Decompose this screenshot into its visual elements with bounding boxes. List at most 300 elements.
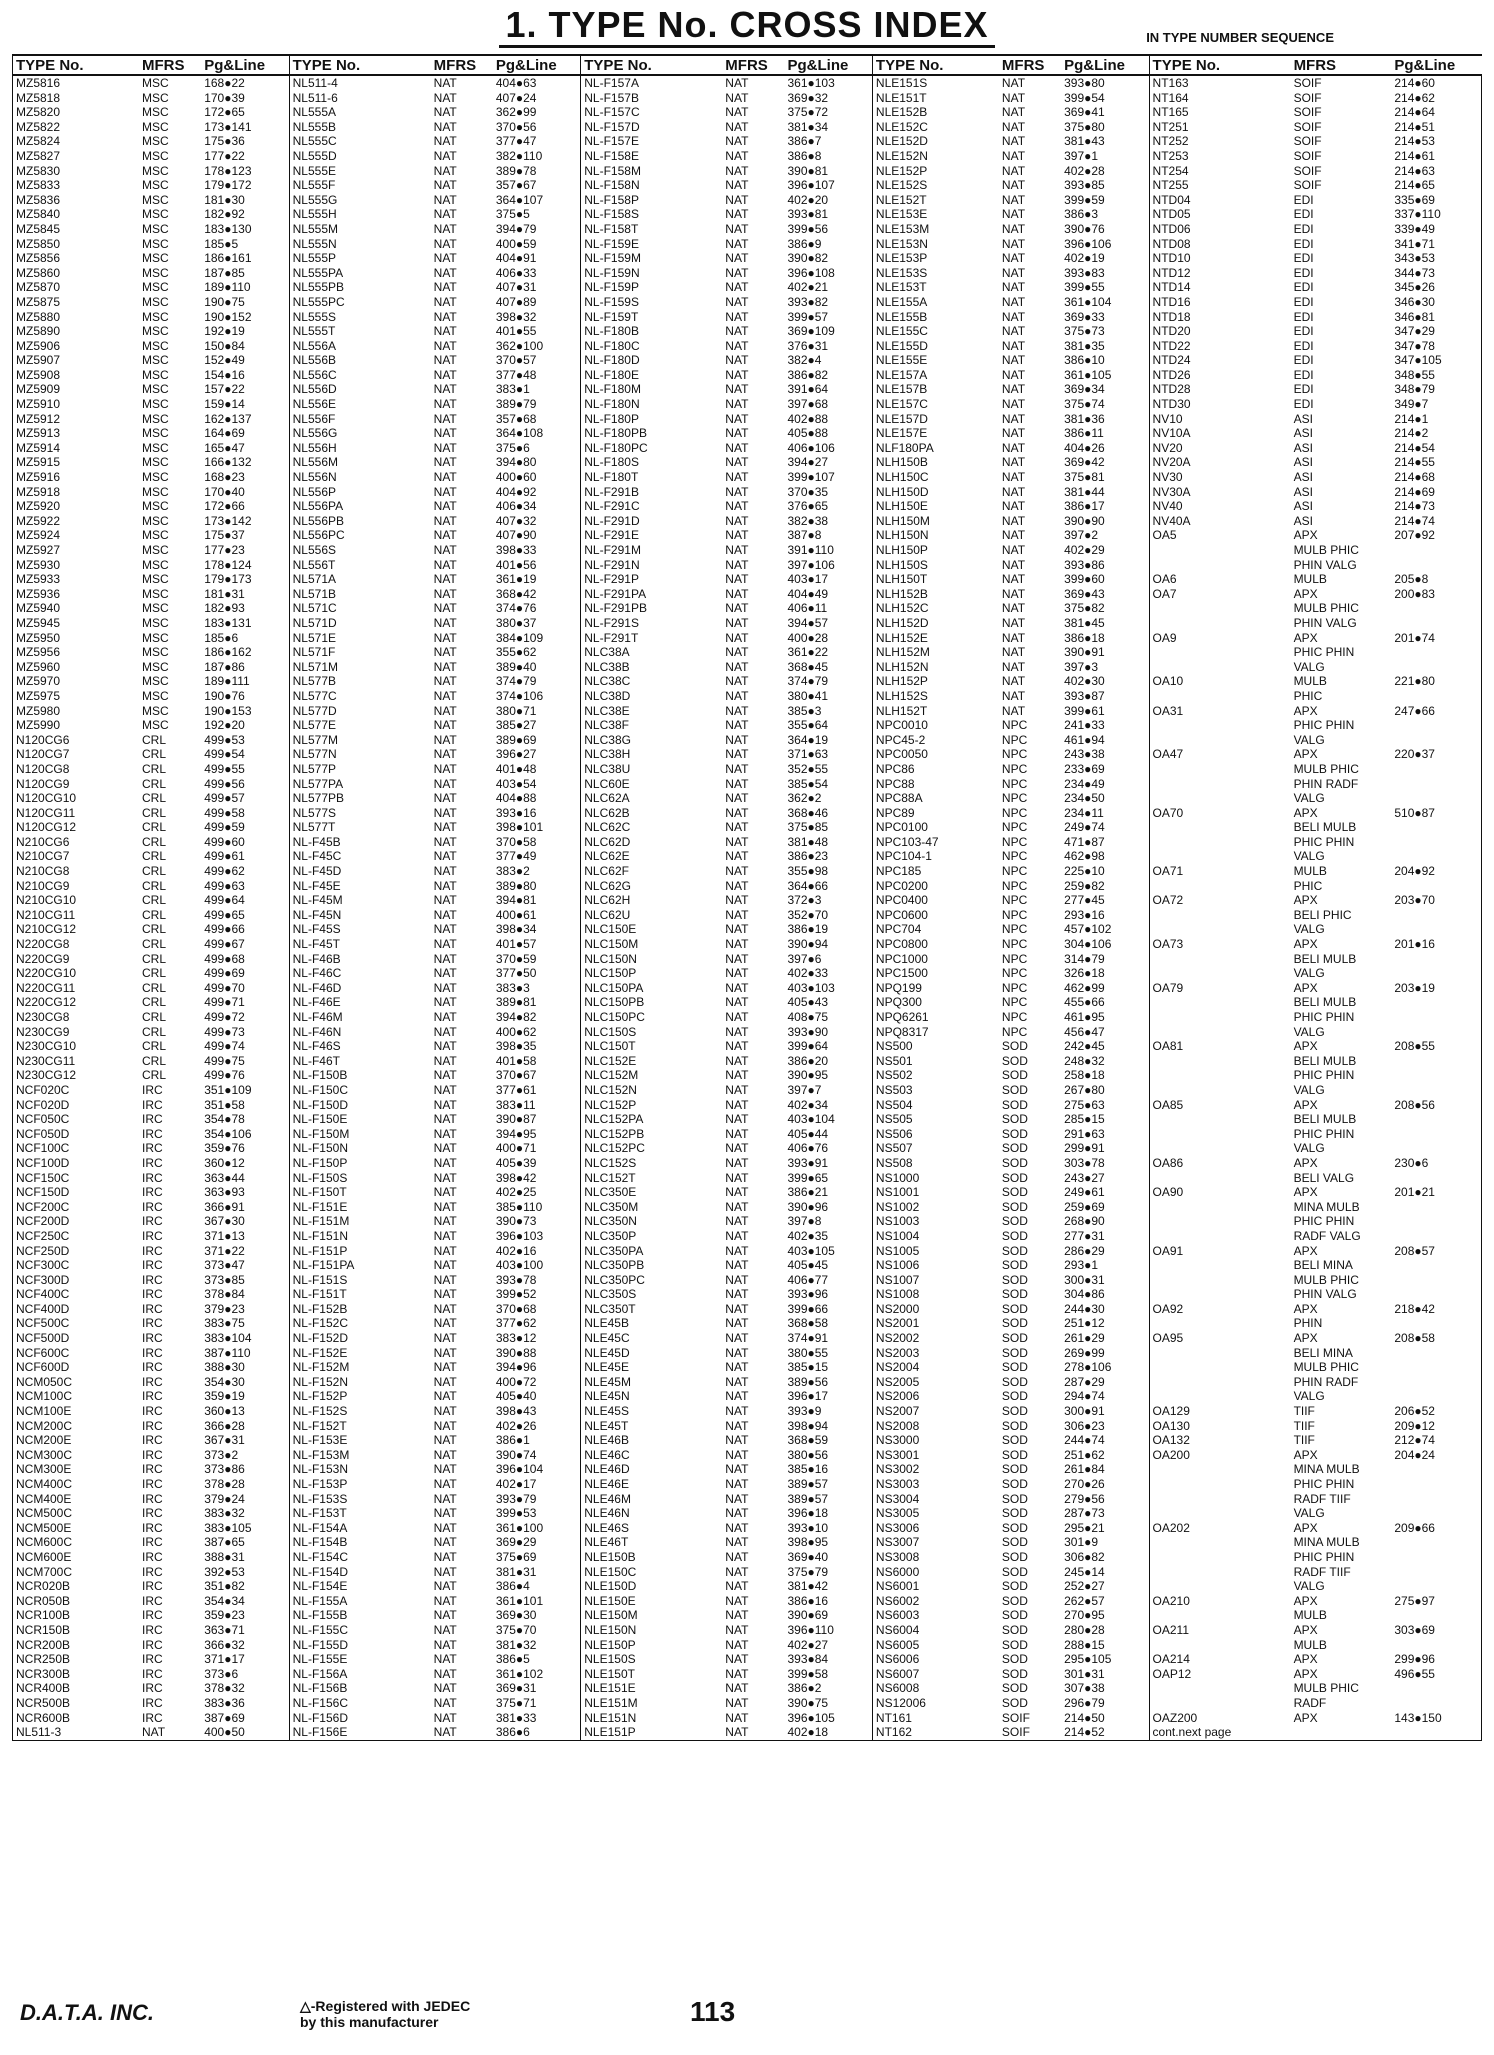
mfrs-cell: EDI [1293, 353, 1314, 368]
type-no-cell: NTD30 [1149, 397, 1291, 412]
mfrs-cell: VALG [1293, 1506, 1325, 1521]
jedec-note [300, 1998, 470, 2030]
pg-line-cell: 403●17 [787, 572, 829, 587]
type-no-cell: NL-F291P [581, 572, 723, 587]
type-no-cell: MZ5927 [13, 543, 140, 558]
mfrs-cell: NAT [1001, 148, 1026, 163]
pg-line-cell: 186●161 [204, 251, 252, 266]
table-row [13, 426, 1482, 441]
type-no-cell: NL-F152T [289, 1419, 431, 1434]
table-row [13, 324, 1482, 339]
type-no-cell: NLE46T [581, 1535, 723, 1550]
pg-line-cell: 301●9 [1064, 1535, 1099, 1550]
mfrs-cell: NPC [1001, 805, 1028, 820]
pg-line-cell: 243●38 [1064, 747, 1105, 762]
mfrs-cell: NAT [1001, 440, 1026, 455]
mfrs-cell: IRC [142, 1593, 163, 1608]
mfrs-cell: NAT [725, 864, 749, 879]
type-no-cell: NL-F152B [289, 1302, 431, 1317]
mfrs-cell: TIIF [1293, 1433, 1315, 1448]
mfrs-cell: SOD [1001, 1418, 1028, 1433]
pg-line-cell: 386●4 [495, 1579, 530, 1594]
type-no-cell: NL-F153S [289, 1492, 431, 1507]
table-row [13, 1156, 1482, 1171]
type-no-cell: N120CG10 [13, 791, 140, 806]
type-no-cell: NS3000 [872, 1433, 999, 1448]
type-no-cell: NL-F46D [289, 981, 431, 996]
mfrs-cell: EDI [1293, 309, 1314, 324]
pg-line-cell: 339●49 [1391, 222, 1481, 237]
pg-line-cell: 398●95 [787, 1535, 829, 1550]
mfrs-cell: PHIN VALG [1293, 1287, 1357, 1302]
pg-line-cell: 400●59 [495, 236, 537, 251]
mfrs-cell: NAT [725, 1272, 749, 1287]
pg-line-cell: 456●47 [1064, 1024, 1105, 1039]
table-row [13, 1404, 1482, 1419]
type-no-cell: NLH150E [872, 499, 999, 514]
type-no-cell: NTD16 [1149, 295, 1291, 310]
pg-line-cell: 496●55 [1391, 1667, 1481, 1682]
pg-line-cell: 389●57 [787, 1477, 829, 1491]
mfrs-cell: NAT [725, 90, 749, 105]
type-no-cell: NL-F46S [289, 1039, 431, 1054]
pg-line-cell: 268●90 [1064, 1214, 1105, 1229]
table-row [13, 995, 1482, 1010]
pg-line-cell: 242●45 [1064, 1039, 1105, 1054]
pg-line-cell [1391, 645, 1481, 660]
mfrs-cell: NAT [433, 1535, 457, 1550]
mfrs-cell: TIIF [1293, 1418, 1315, 1433]
pg-line-cell: 362●99 [495, 105, 537, 120]
pg-line-cell: 390●82 [787, 251, 829, 266]
mfrs-cell: MSC [142, 411, 169, 426]
mfrs-cell: NAT [433, 586, 457, 601]
type-no-cell: NL-F180D [581, 353, 723, 368]
pg-line-cell: 398●32 [495, 309, 537, 324]
type-no-cell [1149, 791, 1291, 806]
mfrs-cell: IRC [142, 1374, 163, 1389]
type-no-cell: NLC62F [581, 864, 723, 879]
type-no-cell [1149, 1477, 1291, 1492]
mfrs-cell: CRL [142, 907, 167, 922]
mfrs-cell: MINA MULB [1293, 1535, 1360, 1550]
mfrs-cell: SOD [1001, 1345, 1028, 1360]
mfrs-cell: VALG [1293, 922, 1325, 937]
table-row [13, 470, 1482, 485]
type-no-cell: NCM500E [13, 1521, 140, 1536]
type-no-cell [1149, 1550, 1291, 1565]
mfrs-cell: NAT [433, 426, 457, 441]
pg-line-cell: 408●75 [787, 1010, 829, 1024]
pg-line-cell: 390●88 [495, 1345, 537, 1360]
pg-line-cell: 383●1 [495, 382, 530, 397]
pg-line-cell: 403●100 [495, 1258, 544, 1273]
pg-line-cell: 399●52 [495, 1287, 537, 1302]
type-no-cell: NT164 [1149, 91, 1291, 106]
mfrs-cell: NAT [433, 178, 457, 193]
type-no-cell: NL556C [289, 368, 431, 383]
mfrs-cell: CRL [142, 776, 167, 791]
type-no-cell: NCF500C [13, 1316, 140, 1331]
table-row [13, 616, 1482, 631]
mfrs-cell: NAT [725, 922, 749, 937]
type-no-cell: NT254 [1149, 164, 1291, 179]
pg-line-cell: 380●37 [495, 615, 537, 630]
mfrs-cell: IRC [142, 1170, 163, 1185]
pg-line-cell [1391, 1462, 1481, 1477]
type-no-cell: NCM600E [13, 1550, 140, 1565]
pg-line-cell: 354●106 [204, 1126, 252, 1141]
type-no-cell: MZ5930 [13, 558, 140, 573]
pg-line-cell: 295●105 [1064, 1652, 1112, 1667]
type-no-cell: NS2004 [872, 1360, 999, 1375]
mfrs-cell: NAT [725, 221, 749, 236]
type-no-cell: NCM700C [13, 1565, 140, 1580]
mfrs-cell: IRC [142, 1185, 163, 1200]
type-no-cell [1149, 1112, 1291, 1127]
mfrs-cell: NAT [725, 1477, 749, 1491]
mfrs-cell: MSC [142, 367, 169, 382]
type-no-cell: NLH150N [872, 528, 999, 543]
mfrs-cell: NAT [433, 674, 457, 689]
pg-line-cell: 381●35 [1064, 338, 1105, 353]
mfrs-cell: MSC [142, 557, 169, 572]
type-no-cell: NS6000 [872, 1565, 999, 1580]
pg-line-cell: 189●110 [204, 280, 251, 295]
type-no-cell: NLC38F [581, 718, 723, 733]
mfrs-cell: CRL [142, 747, 167, 762]
type-no-cell: NTD08 [1149, 237, 1291, 252]
pg-line-cell [1391, 1608, 1481, 1623]
pg-line-cell: 393●81 [787, 207, 829, 222]
mfrs-cell: NAT [433, 937, 457, 952]
pg-line-cell: 372●3 [787, 893, 822, 908]
table-row [13, 1302, 1482, 1317]
type-no-cell: NV40A [1149, 514, 1291, 529]
type-no-cell: NL-F151T [289, 1287, 431, 1302]
mfrs-cell: NAT [725, 601, 749, 616]
pg-line-cell: 299●91 [1064, 1141, 1105, 1156]
pg-line-cell: 355●98 [787, 864, 829, 879]
type-no-cell: NPC1500 [872, 966, 999, 981]
mfrs-cell: VALG [1293, 849, 1325, 864]
type-no-cell: NL-F155D [289, 1638, 431, 1653]
pg-line-cell: 172●66 [204, 499, 245, 514]
mfrs-cell: APX [1293, 1243, 1318, 1258]
mfrs-cell: NAT [725, 251, 749, 266]
pg-line-cell: 393●84 [787, 1652, 829, 1667]
mfrs-cell: NAT [433, 1564, 457, 1579]
mfrs-cell: MSC [142, 674, 169, 689]
pg-line-cell: 381●44 [1064, 484, 1105, 499]
type-no-cell: N210CG11 [13, 908, 140, 923]
mfrs-cell: ASI [1293, 440, 1313, 455]
pg-line-cell: 396●17 [787, 1389, 829, 1404]
type-no-cell: NLC150E [581, 922, 723, 937]
mfrs-cell: IRC [142, 1126, 163, 1141]
pg-line-cell: 207●92 [1391, 528, 1481, 543]
pg-line-cell [1391, 689, 1481, 704]
type-no-cell: NLE150S [581, 1652, 723, 1667]
mfrs-cell: NPC [1001, 776, 1028, 791]
mfrs-cell: SOD [1001, 1272, 1028, 1287]
pg-line-cell: 361●19 [495, 572, 537, 587]
type-no-cell: NL-F46C [289, 966, 431, 981]
mfrs-cell: NAT [725, 324, 749, 339]
pg-line-cell: 398●33 [495, 543, 537, 557]
mfrs-cell: SOD [1001, 1579, 1028, 1594]
type-no-cell: NL-F154B [289, 1535, 431, 1550]
type-no-cell [1149, 689, 1291, 704]
type-no-cell [1149, 1025, 1291, 1040]
pg-line-cell: 386●8 [787, 148, 822, 163]
type-no-cell: N230CG9 [13, 1025, 140, 1040]
mfrs-cell: NAT [433, 747, 457, 762]
mfrs-cell: NPC [1001, 1024, 1028, 1039]
type-no-cell: NLH150S [872, 558, 999, 573]
column-header: Pg&Line [784, 55, 872, 75]
pg-line-cell: 361●102 [495, 1666, 544, 1681]
mfrs-cell: NAT [725, 1039, 749, 1054]
pg-line-cell: 397●1 [1064, 148, 1099, 163]
pg-line-cell: 402●30 [1064, 674, 1105, 689]
pg-line-cell: 404●91 [495, 251, 537, 266]
table-row [13, 149, 1482, 164]
pg-line-cell: 259●82 [1064, 878, 1105, 893]
mfrs-cell: MSC [142, 280, 169, 295]
mfrs-cell: NAT [433, 324, 457, 339]
type-no-cell: MZ5960 [13, 660, 140, 675]
column-header: TYPE No. [581, 55, 723, 75]
pg-line-cell: 374●91 [787, 1331, 829, 1346]
type-no-cell: NL-F152N [289, 1375, 431, 1390]
type-no-cell: NCR100B [13, 1608, 140, 1623]
pg-line-cell: 381●45 [1064, 615, 1105, 630]
type-no-cell: NCF150D [13, 1185, 140, 1200]
mfrs-cell: NAT [1001, 294, 1026, 309]
mfrs-cell: SOD [1001, 1477, 1028, 1491]
type-no-cell: NPC45-2 [872, 733, 999, 748]
type-no-cell: NCR600B [13, 1711, 140, 1726]
table-row [13, 1638, 1482, 1653]
page-title: 1. TYPE No. CROSS INDEX [0, 4, 1494, 46]
pg-line-cell: 402●18 [784, 1725, 872, 1740]
type-no-cell: OA214 [1149, 1652, 1291, 1667]
mfrs-cell: NAT [433, 659, 457, 674]
mfrs-cell: VALG [1293, 1141, 1325, 1156]
pg-line-cell [1391, 1054, 1481, 1069]
mfrs-cell: IRC [142, 1214, 163, 1229]
type-no-cell: NLE157C [872, 397, 999, 412]
pg-line-cell [1391, 1346, 1481, 1361]
mfrs-cell: NAT [1001, 411, 1026, 426]
mfrs-cell: MSC [142, 397, 169, 412]
pg-line-cell: 143●150 [1391, 1711, 1481, 1726]
mfrs-cell: MSC [142, 572, 169, 587]
type-no-cell: NLH152E [872, 631, 999, 646]
type-no-cell: OA5 [1149, 528, 1291, 543]
type-no-cell: NS6005 [872, 1638, 999, 1653]
type-no-cell: NCF200D [13, 1214, 140, 1229]
mfrs-cell: CRL [142, 1068, 167, 1083]
mfrs-cell [1291, 1725, 1392, 1740]
type-no-cell [1149, 1316, 1291, 1331]
type-no-cell: MZ5880 [13, 310, 140, 325]
type-no-cell: NPQ300 [872, 995, 999, 1010]
mfrs-cell: NAT [725, 178, 749, 193]
pg-line-cell [1391, 908, 1481, 923]
type-no-cell: OA91 [1149, 1244, 1291, 1259]
column-header: TYPE No. [872, 55, 999, 75]
mfrs-cell: NAT [433, 1228, 457, 1243]
mfrs-cell: SOD [1001, 1243, 1028, 1258]
pg-line-cell: 190●76 [204, 688, 245, 703]
type-no-cell: NLE150D [581, 1579, 723, 1594]
pg-line-cell [1391, 1360, 1481, 1375]
type-no-cell: NLE157D [872, 412, 999, 427]
mfrs-cell: NAT [433, 1622, 457, 1637]
type-no-cell: NS6006 [872, 1652, 999, 1667]
type-no-cell: NL-F158N [581, 178, 723, 193]
type-no-cell: OA202 [1149, 1521, 1291, 1536]
pg-line-cell: 360●12 [204, 1155, 245, 1170]
pg-line-cell [1391, 1141, 1481, 1156]
type-no-cell: NTD20 [1149, 324, 1291, 339]
pg-line-cell: 393●82 [787, 294, 829, 309]
type-no-cell: NCF020D [13, 1098, 140, 1113]
mfrs-cell: NAT [1001, 528, 1026, 543]
mfrs-cell: NAT [433, 615, 457, 630]
type-no-cell: NL-F291PB [581, 601, 723, 616]
type-no-cell: NL571E [289, 631, 431, 646]
pg-line-cell: 157●22 [204, 382, 245, 397]
type-no-cell: MZ5910 [13, 397, 140, 412]
table-row [13, 733, 1482, 748]
type-no-cell: NL571D [289, 616, 431, 631]
mfrs-cell: APX [1293, 1593, 1318, 1608]
column-header: TYPE No. [13, 55, 140, 75]
type-no-cell: NL-F151P [289, 1244, 431, 1259]
pg-line-cell: 379●23 [204, 1301, 245, 1316]
type-no-cell: MZ5820 [13, 105, 140, 120]
mfrs-cell: CRL [142, 937, 167, 952]
mfrs-cell: NAT [725, 1053, 749, 1068]
pg-line-cell: 369●33 [1064, 309, 1105, 324]
type-no-cell: NL556PC [289, 528, 431, 543]
type-no-cell: NPQ8317 [872, 1025, 999, 1040]
type-no-cell [1149, 1492, 1291, 1507]
mfrs-cell: CRL [142, 966, 167, 981]
mfrs-cell: MULB [1293, 674, 1327, 689]
table-row [13, 820, 1482, 835]
type-no-cell: NLC350M [581, 1200, 723, 1215]
pg-line-cell: 259●69 [1064, 1199, 1105, 1214]
table-row [13, 966, 1482, 981]
mfrs-cell: NPC [1001, 820, 1028, 835]
pg-line-cell: 393●9 [787, 1404, 822, 1419]
mfrs-cell: NPC [1001, 1010, 1028, 1024]
pg-line-cell: 214●68 [1391, 470, 1481, 485]
pg-line-cell: 375●82 [1064, 601, 1105, 616]
mfrs-cell: NAT [433, 1360, 457, 1375]
type-no-cell: NL577PB [289, 791, 431, 806]
type-no-cell: NL-F45T [289, 937, 431, 952]
mfrs-cell: NAT [1001, 615, 1026, 630]
pg-line-cell: 351●58 [204, 1097, 245, 1112]
type-no-cell: NLE153T [872, 280, 999, 295]
mfrs-cell: NAT [433, 1287, 457, 1302]
type-no-cell: NS1008 [872, 1287, 999, 1302]
mfrs-cell: NAT [433, 1491, 457, 1506]
table-row [13, 1039, 1482, 1054]
mfrs-cell: IRC [142, 1666, 163, 1681]
mfrs-cell: NAT [725, 1462, 749, 1477]
type-no-cell: NL-F155B [289, 1608, 431, 1623]
pg-line-cell: 369●34 [1064, 382, 1105, 397]
pg-line-cell: 399●66 [787, 1301, 829, 1316]
mfrs-cell: NAT [433, 90, 457, 105]
type-no-cell: OA85 [1149, 1098, 1291, 1113]
type-no-cell: MZ5975 [13, 689, 140, 704]
table-row [13, 1696, 1482, 1711]
mfrs-cell: NAT [725, 134, 749, 149]
pg-line-cell: 214●52 [1061, 1725, 1149, 1740]
mfrs-cell: NAT [725, 1579, 749, 1594]
type-no-cell [1149, 879, 1291, 894]
type-no-cell: NCF300D [13, 1273, 140, 1288]
pg-line-cell: 364●108 [495, 426, 544, 441]
pg-line-cell [1391, 1725, 1481, 1740]
mfrs-cell: MSC [142, 601, 169, 616]
pg-line-cell: 251●62 [1064, 1447, 1105, 1462]
type-no-cell: NLC62D [581, 835, 723, 850]
type-no-cell: NL571A [289, 572, 431, 587]
mfrs-cell: NAT [1001, 105, 1026, 120]
type-no-cell: NLH150M [872, 514, 999, 529]
mfrs-cell: ASI [1293, 513, 1313, 528]
mfrs-cell: IRC [142, 1301, 163, 1316]
type-no-cell: NL-F46T [289, 1054, 431, 1069]
type-no-cell: NPC185 [872, 864, 999, 879]
pg-line-cell: 152●49 [204, 353, 245, 368]
mfrs-cell: EDI [1293, 397, 1314, 412]
mfrs-cell: SOD [1001, 1549, 1028, 1564]
mfrs-cell: IRC [142, 1331, 163, 1346]
table-row [13, 718, 1482, 733]
mfrs-cell: NAT [725, 484, 749, 499]
pg-line-cell: 390●75 [787, 1695, 829, 1710]
pg-line-cell: 252●27 [1064, 1579, 1105, 1594]
mfrs-cell: SOD [1001, 1068, 1028, 1083]
type-no-cell: NLE155A [872, 295, 999, 310]
mfrs-cell: NAT [725, 1389, 749, 1404]
pg-line-cell: 381●31 [495, 1564, 537, 1579]
mfrs-cell: EDI [1293, 382, 1314, 397]
type-no-cell [1149, 1638, 1291, 1653]
type-no-cell: N210CG9 [13, 879, 140, 894]
mfrs-cell: IRC [142, 1462, 163, 1477]
pg-line-cell: 275●63 [1064, 1097, 1105, 1112]
pg-line-cell: 499●73 [204, 1024, 245, 1039]
mfrs-cell: NAT [725, 1695, 749, 1710]
pg-line-cell: 389●78 [495, 163, 537, 178]
pg-line-cell: 394●82 [495, 1010, 537, 1024]
pg-line-cell: 175●37 [204, 528, 245, 543]
pg-line-cell: 377●48 [495, 367, 537, 382]
pg-line-cell: 383●12 [495, 1331, 537, 1346]
mfrs-cell: NPC [1001, 718, 1028, 733]
type-no-cell: N210CG12 [13, 922, 140, 937]
